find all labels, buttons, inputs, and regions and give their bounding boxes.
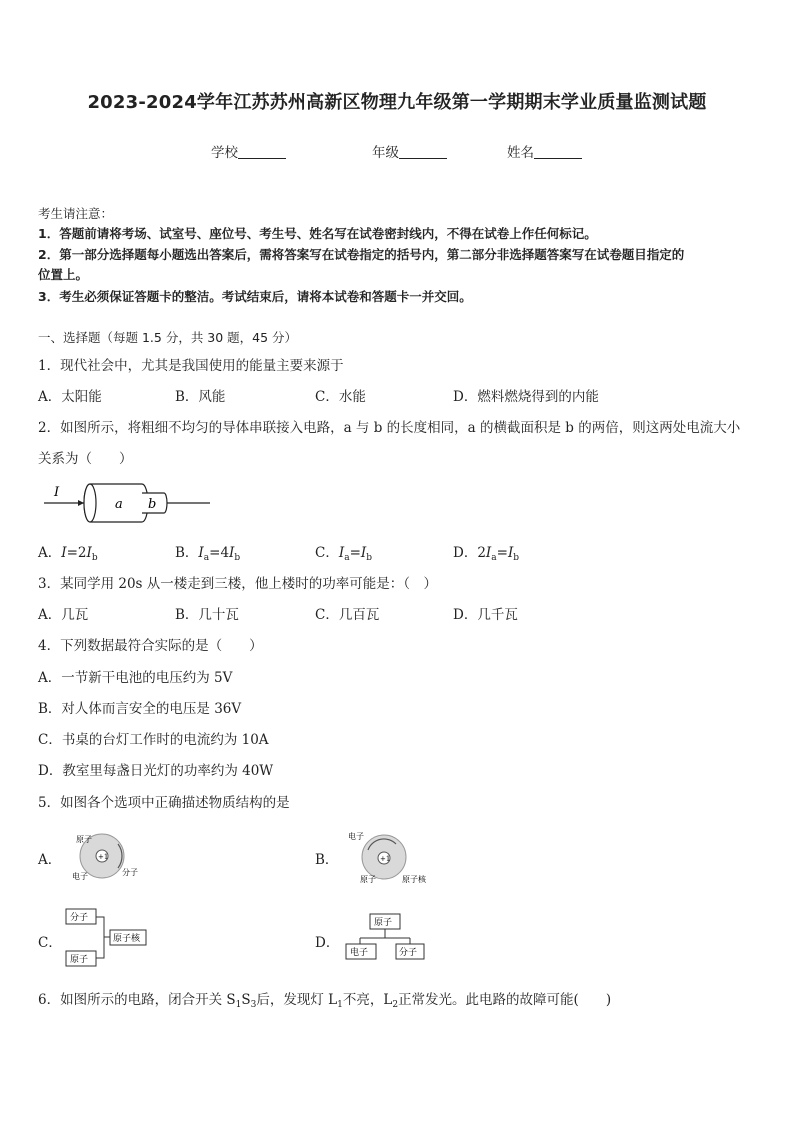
- q3-stem: 3．某同学用 20s 从一楼走到三楼，他上楼时的功率可能是：（ ）: [38, 576, 438, 592]
- q2-option-a: A．$I=2I_b$: [38, 545, 98, 563]
- nucleus-charge: +1: [380, 855, 391, 863]
- notice-item-1: 1．答题前请将考场、试室号、座位号、考生号、姓名写在试卷密封线内，不得在试卷上作任何标记。: [38, 226, 597, 241]
- notice-item-2: 2．第一部分选择题每小题选出答案后，需将答案写在试卷指定的括号内，第二部分非选择题答案写在试卷题目指定的: [38, 247, 685, 262]
- q3-option-a: A．几瓦: [38, 607, 89, 623]
- label-nucleus: 原子核: [113, 934, 141, 944]
- grade-blank: [399, 146, 447, 159]
- nucleus-charge: +1: [98, 853, 109, 861]
- label-atom: 原子: [360, 875, 376, 884]
- q3-option-d: D．几千瓦: [453, 607, 518, 623]
- conductor-a-end: [84, 484, 96, 522]
- q3-option-c: C．几百瓦: [315, 607, 380, 623]
- q2-option-c: C．$I_a=I_b$: [315, 545, 372, 563]
- q5-stem: 5．如图各个选项中正确描述物质结构的是: [38, 795, 290, 811]
- current-arrow-head: [78, 500, 84, 506]
- school-field: [211, 141, 286, 161]
- q5-figure-a: [66, 830, 146, 882]
- name-label: 姓名: [507, 145, 534, 161]
- section-heading: 一、选择题（每题 1.5 分，共 30 题，45 分）: [38, 330, 298, 345]
- q4-option-a: A．一节新干电池的电压约为 5V: [38, 670, 233, 686]
- label-molecule: 分子: [122, 868, 138, 877]
- q5-option-d: D．: [315, 935, 340, 951]
- school-blank: [238, 146, 286, 159]
- q4-option-d: D．教室里每盏日光灯的功率约为 40W: [38, 763, 274, 779]
- q1-option-a: A．太阳能: [38, 389, 102, 405]
- label-atom: 原子: [70, 955, 89, 965]
- q5-figure-b: [346, 828, 436, 886]
- q4-option-b: B．对人体而言安全的电压是 36V: [38, 701, 242, 717]
- bracket: [96, 917, 104, 958]
- label-molecule: 分子: [70, 913, 89, 923]
- conductor-a-label: a: [115, 497, 123, 512]
- q2-conductor-figure: [38, 478, 218, 528]
- q4-stem: 4．下列数据最符合实际的是（ ）: [38, 638, 263, 654]
- grade-label: 年级: [372, 145, 399, 161]
- page-title: 2023-2024学年江苏苏州高新区物理九年级第一学期期末学业质量监测试题: [87, 92, 707, 113]
- q2-option-b: B．$I_a=4I_b$: [175, 545, 241, 563]
- label-electron: 电子: [350, 948, 369, 958]
- q5-option-c: C．: [38, 935, 62, 951]
- q1-option-c: C．水能: [315, 389, 366, 405]
- name-field: [507, 141, 582, 161]
- label-electron: 电子: [72, 872, 88, 881]
- label-nucleus: 原子核: [402, 875, 426, 884]
- q6-stem: 6．如图所示的电路，闭合开关 $S_1S_3$后，发现灯 $L_1$不亮，$L_2$正常发光。此电路的故障可能( ): [38, 992, 612, 1010]
- label-atom: 原子: [374, 918, 393, 928]
- q1-option-d: D．燃料燃烧得到的内能: [453, 389, 599, 405]
- label-atom: 原子: [76, 835, 92, 844]
- grade-field: [372, 141, 447, 161]
- school-label: 学校: [211, 145, 238, 161]
- q2-stem: 2．如图所示，将粗细不均匀的导体串联接入电路，a 与 b 的长度相同，a 的横截面积是 b 的两倍，则这两处电流大小: [38, 420, 741, 436]
- conductor-b-label: b: [148, 497, 157, 512]
- q4-option-c: C．书桌的台灯工作时的电流约为 10A: [38, 732, 269, 748]
- q5-figure-c: [64, 906, 150, 970]
- q1-option-b: B．风能: [175, 389, 226, 405]
- current-label: I: [54, 485, 60, 500]
- notice-heading: 考生请注意：: [38, 206, 114, 221]
- label-electron: 电子: [348, 832, 364, 841]
- q5-option-b: B．: [315, 852, 339, 868]
- name-blank: [534, 146, 582, 159]
- q5-option-a: A．: [38, 852, 62, 868]
- notice-item-2-cont: 位置上。: [38, 267, 89, 282]
- q5-figure-d: [342, 910, 428, 966]
- notice-item-3: 3．考生必须保证答题卡的整洁。考试结束后，请将本试卷和答题卡一并交回。: [38, 289, 472, 304]
- q1-stem: 1．现代社会中，尤其是我国使用的能量主要来源于: [38, 358, 344, 374]
- label-molecule: 分子: [399, 948, 418, 958]
- q2-option-d: D．$2I_a=I_b$: [453, 545, 520, 563]
- q3-option-b: B．几十瓦: [175, 607, 239, 623]
- q2-stem-cont: 关系为（ ）: [38, 451, 133, 467]
